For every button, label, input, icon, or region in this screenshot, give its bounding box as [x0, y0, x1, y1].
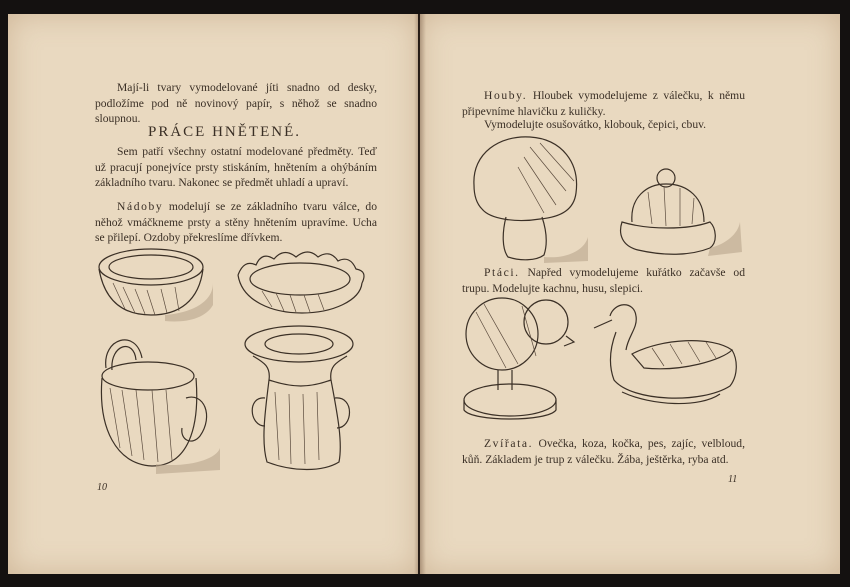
- book-gutter: [414, 14, 426, 574]
- section-heading: PRÁCE HNĚTENÉ.: [148, 124, 301, 140]
- mushroom-illustration: [470, 133, 590, 263]
- right-paragraph-1: Houby. Hloubek vymodelujeme z válečku, k němu připevníme hlavičku z kuličky.: [462, 89, 745, 118]
- left-paragraph-1: Mají-li tvary vymodelované jíti snadno od desky, podložíme pod ně novinový papír, s něhož se snadno sloupnou.: [95, 81, 377, 125]
- ptaci-lead: Ptáci.: [484, 266, 520, 279]
- left-page-number: 10: [97, 482, 107, 493]
- nadoby-lead: Nádoby: [117, 200, 164, 213]
- handled-vase-illustration: [243, 322, 359, 474]
- left-paragraph-3: Nádoby modelují se ze základního tvaru válce, do něhož vmáčkneme prsty a stěny hnětením upravíme. Ucha se přilepí. Ozdoby překreslíme dřívkem.: [95, 200, 377, 244]
- chick-illustration: [462, 296, 574, 426]
- right-paragraph-2: Vymodelujte osušovátko, klobouk, čepici, cbuv.: [484, 118, 707, 131]
- left-paragraph-2: Sem patří všechny ostatní modelované předměty. Teď už pracují ponejvíce prsty stiskáním, hnětením a ohýbáním základního tvaru. Nakonec se předmět uhladí a upraví.: [95, 145, 377, 189]
- cap-illustration: [618, 168, 744, 260]
- fluted-dish-illustration: [232, 245, 372, 323]
- basket-pot-illustration: [96, 328, 222, 474]
- right-page-number: 11: [728, 474, 738, 485]
- duck-illustration: [592, 298, 742, 414]
- right-paragraph-3: Ptáci. Napřed vymodelujeme kuřátko začavše od trupu. Modelujte kachnu, husu, slepici.: [462, 266, 745, 295]
- right-paragraph-4: Zvířata. Ovečka, koza, kočka, pes, zajíc, velbloud, kůň. Základem je trup z válečku. Žába, ještěrka, ryba atd.: [462, 437, 745, 466]
- houby-lead: Houby.: [484, 89, 528, 102]
- bowl-illustration: [95, 243, 215, 323]
- zvirata-lead: Zvířata.: [484, 437, 534, 450]
